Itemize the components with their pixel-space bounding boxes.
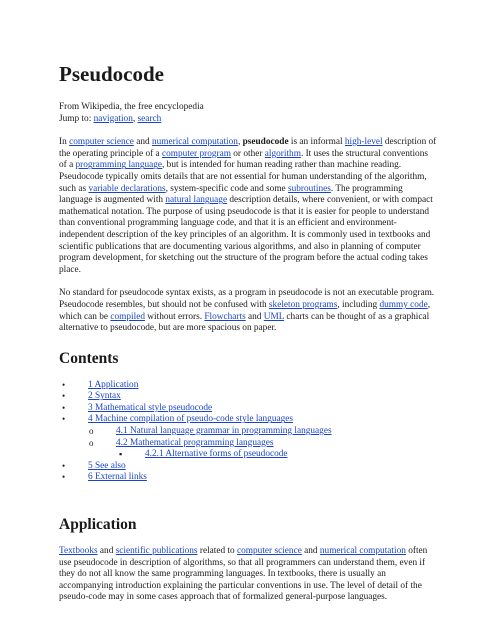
page-title: Pseudocode xyxy=(59,62,164,86)
application-paragraph xyxy=(59,546,437,604)
text: and xyxy=(245,311,264,322)
link-computer-science[interactable]: computer science xyxy=(69,137,134,148)
link-subroutines[interactable]: subroutines xyxy=(288,183,331,194)
link-variable-declarations[interactable]: variable declarations xyxy=(88,183,166,194)
link-computer-science[interactable]: computer science xyxy=(237,546,302,557)
syntax-paragraph xyxy=(59,288,437,334)
search-link[interactable]: search xyxy=(137,113,162,124)
toc-item xyxy=(59,472,437,484)
link-natural-language[interactable]: natural language xyxy=(165,195,228,206)
tagline: From Wikipedia, the free encyclopedia xyxy=(59,102,204,112)
toc-link-see-also[interactable]: 5 See also xyxy=(88,460,126,471)
link-flowcharts[interactable]: Flowcharts xyxy=(204,311,246,322)
link-programming-language[interactable]: programming language xyxy=(75,160,163,171)
jump-to xyxy=(59,114,437,126)
jump-prefix: Jump to: xyxy=(59,113,94,124)
contents-heading: Contents xyxy=(59,349,119,367)
toc-item xyxy=(59,449,437,461)
toc-item xyxy=(59,461,437,473)
text: charts can be thought of as a graphical alternative to pseudocode, but are more spacious on paper. xyxy=(59,311,430,334)
text: often use pseudocode in description of algorithms, so that all programmers can understand them, even if they do not all know the same programming languages. In textbooks, there is usually an accompanying introduction explaining the particular conventions in use. The level of detail of the pseudo-code may in some cases approach that of formalized general-purpose languages. xyxy=(59,546,428,603)
link-computer-program[interactable]: computer program xyxy=(162,148,231,159)
text: without errors. xyxy=(144,311,205,322)
link-numerical-computation[interactable]: numerical computation xyxy=(319,546,406,557)
toc-link-machine-compilation[interactable]: 4 Machine compilation of pseudo-code style languages xyxy=(88,414,293,425)
link-algorithm[interactable]: algorithm xyxy=(264,148,301,159)
table-of-contents xyxy=(59,380,437,484)
toc-link-alternative-forms[interactable]: 4.2.1 Alternative forms of pseudocode xyxy=(145,449,288,460)
link-uml[interactable]: UML xyxy=(263,311,285,322)
bullet-icon: • xyxy=(62,472,66,483)
square-bullet-icon: ▪ xyxy=(119,449,123,460)
text: , system-specific code and some xyxy=(165,183,288,194)
navigation-link[interactable]: navigation xyxy=(93,113,133,124)
text: description details, where convenient, or with compact mathematical notation. The purpose of using pseudocode is that it is easier for people to understand than conventional programming language code, and that it is an efficient and environment-independent description of the key principles of an algorithm. It is commonly used in textbooks and scientific publications that are documenting various algorithms, and also in planning of computer program development, for sketching out the structure of the program before the actual coding takes place. xyxy=(59,195,433,275)
text: is an informal xyxy=(288,137,345,148)
bullet-icon: • xyxy=(62,402,66,413)
text: , but is intended for human reading rather than machine reading. Pseudocode typically omits details that are not essential for human understanding of the algorithm, such as xyxy=(59,160,427,194)
circle-bullet-icon: o xyxy=(89,426,94,437)
text: or other xyxy=(230,148,265,159)
toc-item xyxy=(59,438,437,450)
bullet-icon: • xyxy=(62,379,66,390)
text: and xyxy=(133,137,152,148)
text: In xyxy=(59,137,70,148)
text: description of the operating principle of a xyxy=(59,137,437,159)
toc-link-syntax[interactable]: 2 Syntax xyxy=(88,391,121,402)
link-numerical-computation[interactable]: numerical computation xyxy=(151,137,238,148)
term-pseudocode: pseudocode xyxy=(242,137,289,148)
text: , xyxy=(237,137,243,148)
bullet-icon: • xyxy=(62,460,66,471)
text: and xyxy=(97,546,116,557)
toc-link-mathematical-style[interactable]: 3 Mathematical style pseudocode xyxy=(88,402,213,413)
link-skeleton-programs[interactable]: skeleton programs xyxy=(268,299,338,310)
intro-paragraph xyxy=(59,137,437,276)
bullet-icon: • xyxy=(62,391,66,402)
toc-item xyxy=(59,403,437,415)
link-high-level[interactable]: high-level xyxy=(344,137,383,148)
text: . The programming language is augmented with xyxy=(59,183,403,206)
text: related to xyxy=(197,546,238,557)
jump-sep: , xyxy=(132,113,138,124)
bullet-icon: • xyxy=(62,414,66,425)
text: No standard for pseudocode syntax exists, as a program in pseudocode is not an executable program. Pseudocode resembles, but should not be confused with xyxy=(59,288,435,310)
toc-item xyxy=(59,426,437,438)
toc-item xyxy=(59,414,437,426)
text: , including xyxy=(337,299,380,310)
toc-link-application[interactable]: 1 Application xyxy=(88,379,139,390)
article xyxy=(59,62,437,604)
text: , which can be xyxy=(59,299,431,322)
link-scientific-publications[interactable]: scientific publications xyxy=(115,546,198,557)
toc-item xyxy=(59,380,437,392)
toc-link-external-links[interactable]: 6 External links xyxy=(88,472,147,483)
text: and xyxy=(301,546,320,557)
link-dummy-code[interactable]: dummy code xyxy=(379,299,428,310)
link-textbooks[interactable]: Textbooks xyxy=(59,546,98,557)
toc-link-mathematical-programming[interactable]: 4.2 Mathematical programming languages xyxy=(116,437,274,448)
toc-item xyxy=(59,391,437,403)
toc-link-natural-language-grammar[interactable]: 4.1 Natural language grammar in programming languages xyxy=(116,426,332,437)
application-heading: Application xyxy=(59,516,137,534)
link-compiled[interactable]: compiled xyxy=(110,311,145,322)
text: . It uses the structural conventions of a xyxy=(59,148,428,171)
circle-bullet-icon: o xyxy=(89,437,94,448)
